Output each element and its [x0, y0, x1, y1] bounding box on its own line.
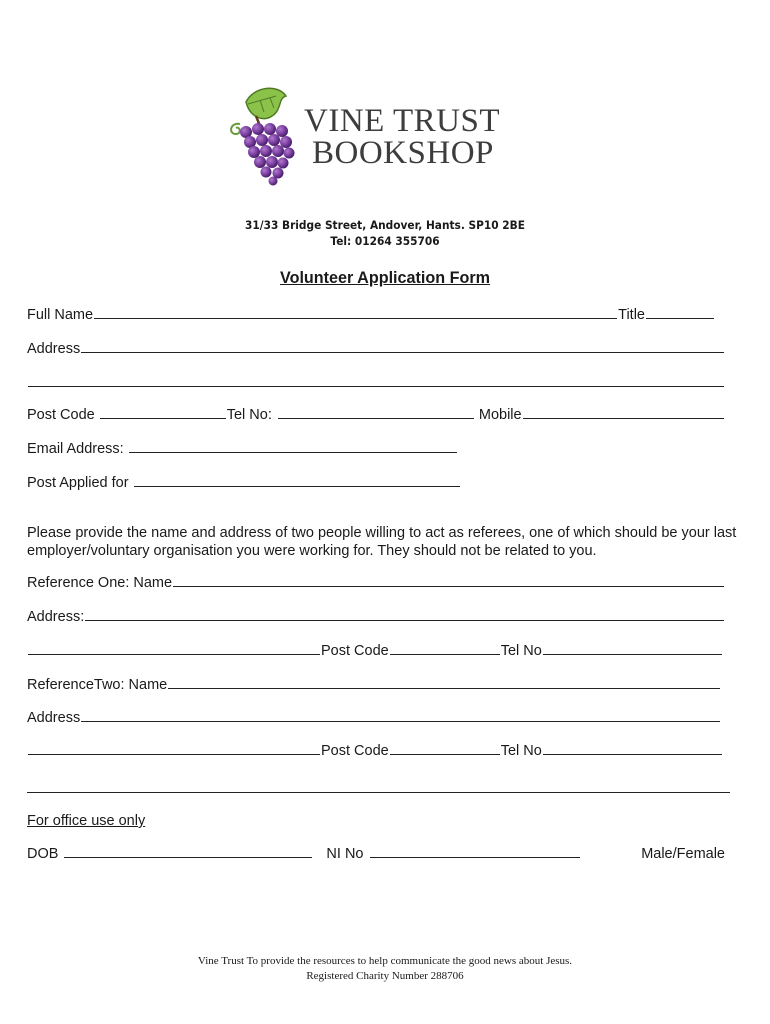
ref1-post-code-field[interactable]: [390, 642, 500, 655]
ref1-address-label: Address:: [27, 609, 85, 625]
footer-line2: Registered Charity Number 288706: [306, 970, 464, 982]
post-applied-label: Post Applied for: [27, 475, 129, 491]
ref1-name-field[interactable]: [173, 574, 724, 587]
office-row: [27, 845, 725, 863]
ref1-contact-row: [27, 642, 723, 660]
dob-label: DOB: [27, 846, 59, 862]
ref1-tel-field[interactable]: [543, 642, 722, 655]
contact-row: [27, 406, 725, 424]
email-label: Email Address:: [27, 441, 124, 457]
tel-field[interactable]: [278, 406, 474, 419]
ref1-address-field[interactable]: [85, 608, 724, 621]
dob-field[interactable]: [64, 845, 312, 858]
ref2-address-row: [27, 709, 721, 727]
address-field-2[interactable]: [28, 374, 724, 387]
full-name-field[interactable]: [94, 306, 617, 319]
title-label: Title: [618, 307, 645, 323]
post-code-label: Post Code: [27, 407, 95, 423]
ref2-tel-field[interactable]: [543, 742, 722, 755]
full-name-label: Full Name: [27, 307, 94, 323]
ref2-post-code-field[interactable]: [390, 742, 500, 755]
ref2-name-row: [27, 676, 721, 694]
address-field[interactable]: [81, 340, 724, 353]
address-row-2: [27, 374, 725, 387]
form-title: Volunteer Application Form: [280, 268, 490, 287]
logo-line1: VINE TRUST: [304, 103, 500, 139]
footer-line1: Vine Trust To provide the resources to help communicate the good news about Jesus.: [197, 955, 573, 967]
section-divider: [27, 792, 730, 793]
email-row: [27, 440, 458, 458]
shop-tel: Tel: 01264 355706: [330, 234, 440, 248]
tel-label: Tel No:: [226, 407, 272, 423]
office-heading: For office use only: [27, 813, 146, 829]
post-applied-field[interactable]: [134, 474, 460, 487]
ref1-tel-label: Tel No: [500, 643, 542, 659]
ref1-post-code-label: Post Code: [321, 643, 389, 659]
logo: [226, 82, 526, 186]
email-field[interactable]: [129, 440, 457, 453]
gender-label: Male/Female: [641, 846, 725, 862]
post-applied-row: [27, 474, 461, 492]
mobile-label: Mobile: [478, 407, 522, 423]
full-name-row: [27, 306, 715, 324]
ref2-address-field-2[interactable]: [28, 742, 320, 755]
post-code-field[interactable]: [100, 406, 226, 419]
ref2-contact-row: [27, 742, 723, 760]
ref1-address-row: [27, 608, 725, 626]
ref1-name-row: [27, 574, 725, 592]
office-heading-row: [27, 812, 145, 830]
logo-line2: BOOKSHOP: [312, 135, 494, 171]
address-label: Address: [27, 341, 81, 357]
title-field[interactable]: [646, 306, 714, 319]
shop-address: 31/33 Bridge Street, Andover, Hants. SP10 2BE: [245, 218, 525, 232]
ref2-name-label: ReferenceTwo: Name: [27, 677, 168, 693]
mobile-field[interactable]: [523, 406, 724, 419]
ni-no-label: NI No: [326, 846, 364, 862]
grapes-logo-icon: [226, 82, 306, 186]
ref1-address-field-2[interactable]: [28, 642, 320, 655]
ref2-name-field[interactable]: [168, 676, 720, 689]
ref2-address-field[interactable]: [81, 709, 720, 722]
ref2-post-code-label: Post Code: [321, 743, 389, 759]
ni-no-field[interactable]: [370, 845, 580, 858]
ref1-name-label: Reference One: Name: [27, 575, 173, 591]
referee-instructions: Please provide the name and address of two people willing to act as referees, one of which should be your last employer/voluntary organisation you were working for. They should not be related to you.: [27, 525, 737, 559]
ref2-tel-label: Tel No: [500, 743, 542, 759]
address-row: [27, 340, 725, 358]
ref2-address-label: Address: [27, 710, 81, 726]
